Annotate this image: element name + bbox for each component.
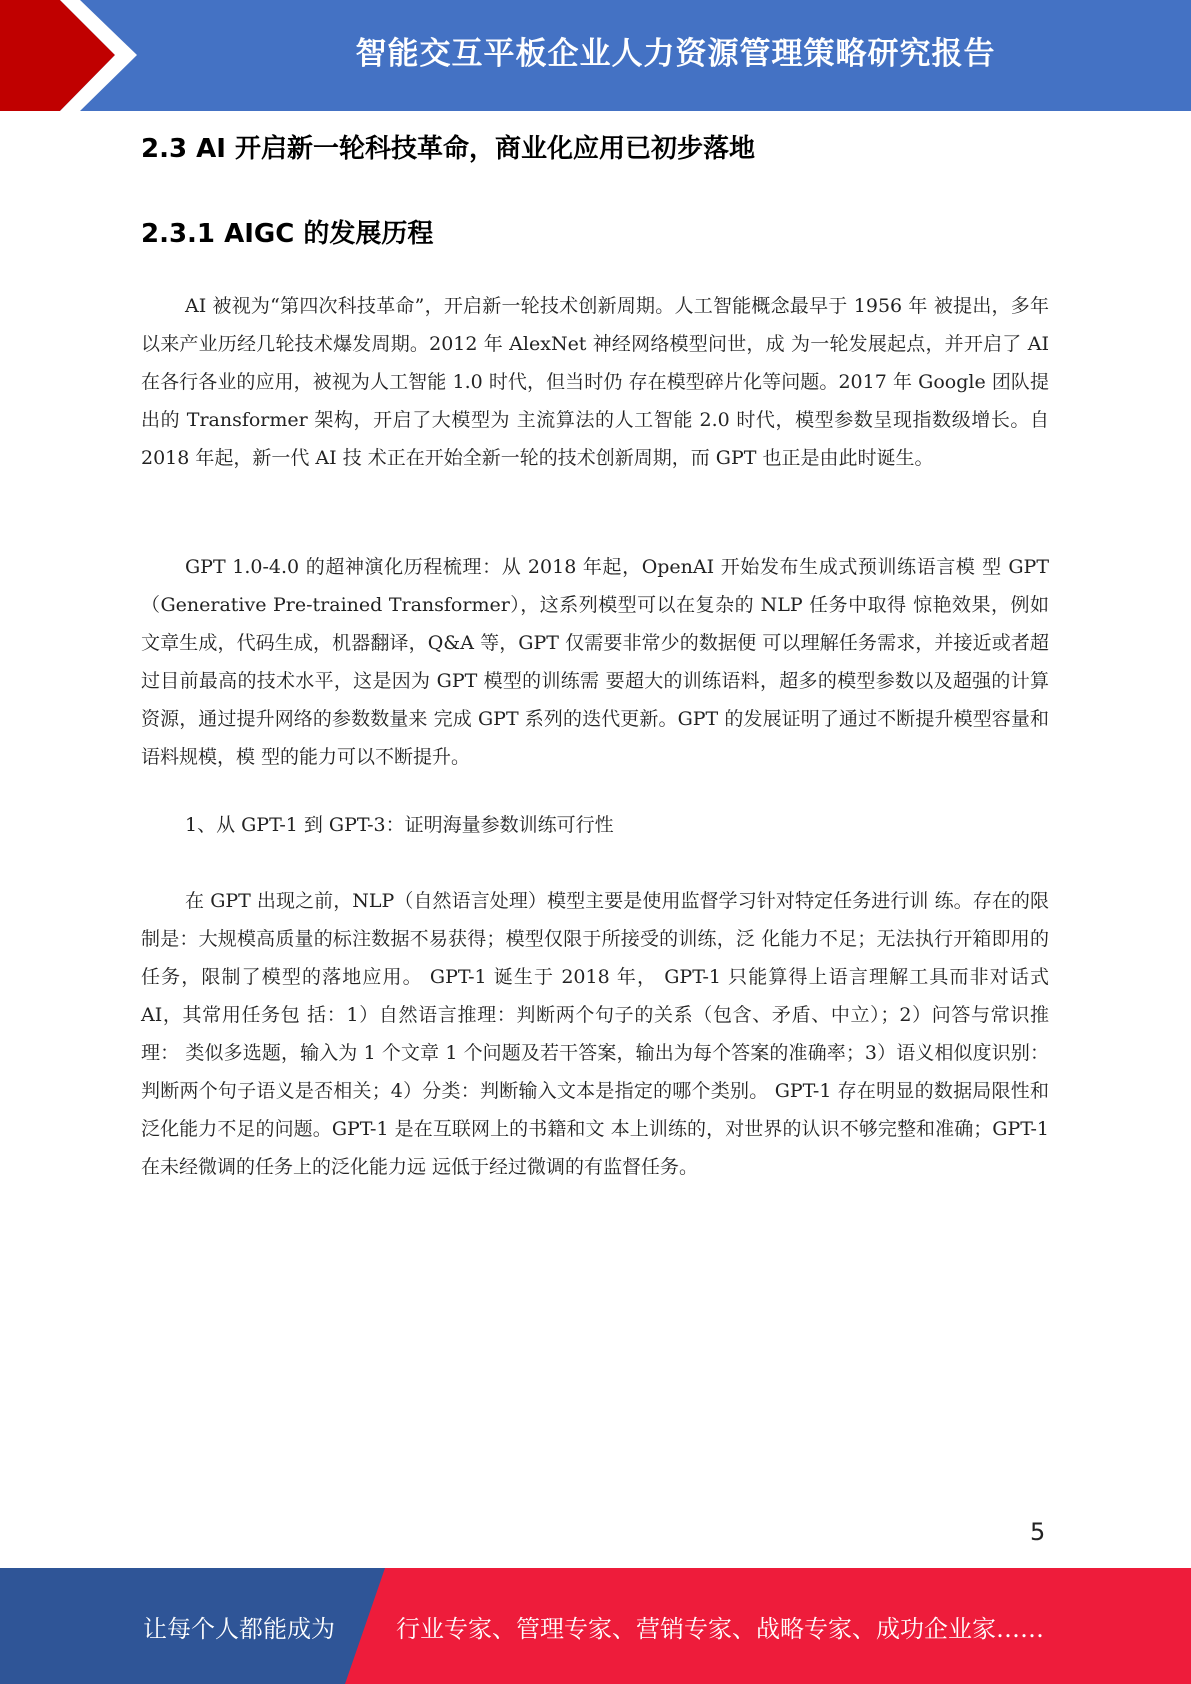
- footer-banner: [0, 1568, 1191, 1684]
- report-title: 智能交互平板企业人力资源管理策略研究报告: [355, 35, 996, 72]
- list-heading-gpt1-to-gpt3: 1、从 GPT-1 到 GPT-3：证明海量参数训练可行性: [185, 814, 614, 836]
- footer-slogan-left: 让每个人都能成为: [143, 1614, 335, 1643]
- subsection-heading: 2.3.1 AIGC 的发展历程: [141, 219, 434, 249]
- header-banner: [0, 0, 1191, 111]
- paragraph-gpt1-limitations: 在 GPT 出现之前，NLP（自然语言处理）模型主要是使用监督学习针对特定任务进行训 练。存在的限制是：大规模高质量的标注数据不易获得；模型仅限于所接受的训练，泛 化能力不足；无法执行开箱即用的任务，限制了模型的落地应用。 GPT-1 诞生于 2018 年， GPT-1 只能算得上语言理解工具而非对话式 AI，其常用任务包 括：1）自然语言推理：判断两个句子的关系（包含、矛盾、中立）；2）问答与常识推理： 类似多选题，输入为 1 个文章 1 个问题及若干答案，输出为每个答案的准确率；3）语义相似度识别：判断两个句子语义是否相关；4）分类：判断输入文本是指定的哪个类别。 GPT-1 存在明显的数据局限性和泛化能力不足的问题。GPT-1 是在互联网上的书籍和文 本上训练的，对世界的认识不够完整和准确；GPT-1 在未经微调的任务上的泛化能力远 远低于经过微调的有监督任务。: [141, 890, 1049, 1178]
- paragraph-gpt-evolution: GPT 1.0-4.0 的超神演化历程梳理：从 2018 年起，OpenAI 开始发布生成式预训练语言模 型 GPT（Generative Pre-trained Transformer），这系列模型可以在复杂的 NLP 任务中取得 惊艳效果，例如文章生成，代码生成，机器翻译，Q&A 等，GPT 仅需要非常少的数据便 可以理解任务需求，并接近或者超过目前最高的技术水平，这是因为 GPT 模型的训练需 要超大的训练语料，超多的模型参数以及超强的计算资源，通过提升网络的参数数量来 完成 GPT 系列的迭代更新。GPT 的发展证明了通过不断提升模型容量和语料规模，模 型的能力可以不断提升。: [141, 556, 1049, 768]
- page-number: 5: [1030, 1518, 1046, 1546]
- section-heading: 2.3 AI 开启新一轮科技革命，商业化应用已初步落地: [141, 134, 755, 164]
- footer-slogan-right: 行业专家、管理专家、营销专家、战略专家、成功企业家……: [396, 1614, 1044, 1643]
- paragraph-ai-revolution: AI 被视为“第四次科技革命”，开启新一轮技术创新周期。人工智能概念最早于 1956 年 被提出，多年以来产业历经几轮技术爆发周期。2012 年 AlexNet 神经网络模型问世，成 为一轮发展起点，并开启了 AI 在各行各业的应用，被视为人工智能 1.0 时代，但当时仍 存在模型碎片化等问题。2017 年 Google 团队提出的 Transformer 架构，开启了大模型为 主流算法的人工智能 2.0 时代，模型参数呈现指数级增长。自 2018 年起，新一代 AI 技 术正在开始全新一轮的技术创新周期，而 GPT 也正是由此时诞生。: [141, 295, 1049, 469]
- header-arrow-graphic: [0, 0, 160, 111]
